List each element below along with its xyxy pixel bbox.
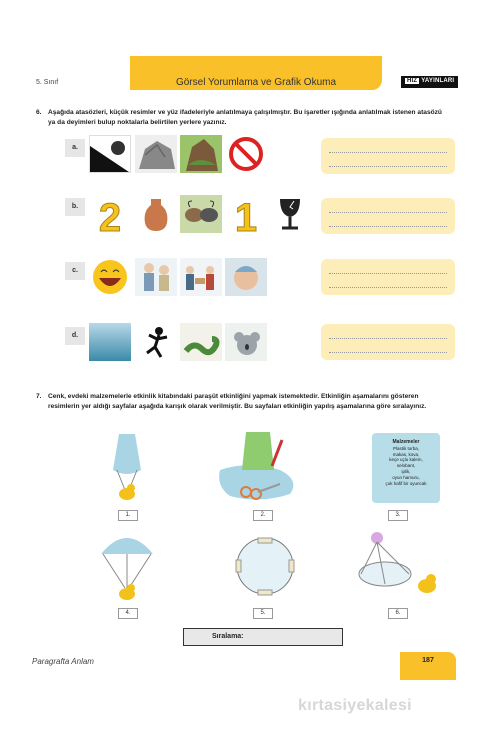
material-item: keçe uçlu kalem,: [389, 457, 423, 463]
step-5-number: 5.: [253, 608, 273, 619]
elderly-people-icon: [135, 258, 177, 296]
material-item: makas, kova,: [392, 451, 420, 457]
step-4-number: 4.: [118, 608, 138, 619]
step-5-image: [210, 528, 320, 606]
question-6-text: Aşağıda atasözleri, küçük resimler ve yüz ifadeleriyle anlatılmaya çalışılmıştır. Bu işaretler ışığında anlatılmak istenen atasözü ya da deyimleri bulup noktalarla belirtilen yerlere yazınız.: [48, 109, 442, 126]
materials-card: [372, 433, 440, 503]
page-title: Görsel Yorumlama ve Grafik Okuma: [130, 56, 382, 90]
snake-icon: [180, 323, 222, 361]
row-c-label: c.: [65, 262, 85, 280]
laughing-face-icon: [89, 258, 131, 296]
number-two-text: 2: [98, 196, 122, 233]
step-6-number: 6.: [388, 608, 408, 619]
watermark: kırtasiyekalesi: [298, 697, 412, 714]
answer-box-a[interactable]: [321, 138, 455, 174]
logo-hiz: HIZ: [407, 78, 418, 84]
question-7: [36, 392, 456, 411]
answer-box-b[interactable]: [321, 198, 455, 234]
people-meeting-icon: [180, 258, 222, 296]
ordering-answer-box[interactable]: [183, 628, 343, 646]
jug-icon: [135, 195, 177, 233]
goats-icon: [180, 195, 222, 233]
answer-box-d[interactable]: [321, 324, 455, 360]
grade-label: 5. Sınıf: [36, 79, 59, 86]
rocks-icon: [135, 135, 177, 173]
material-item: çok hafif bir oyuncak: [385, 480, 427, 486]
publisher-logo: [401, 76, 458, 88]
number-one-icon: [225, 195, 267, 233]
step-2-number: 2.: [253, 510, 273, 521]
question-6-number: 6.: [36, 109, 42, 116]
step-6-image: [345, 528, 455, 606]
row-d-label: d.: [65, 327, 85, 345]
question-7-number: 7.: [36, 393, 42, 400]
falling-man-icon: [135, 323, 177, 361]
row-a-label: a.: [65, 139, 85, 157]
question-6: [36, 108, 456, 127]
material-item: iplik,: [401, 468, 411, 474]
material-item: selobant,: [396, 463, 416, 469]
number-one-text: 1: [234, 196, 258, 233]
ordering-label: Sıralama:: [212, 633, 244, 640]
sea-icon: [89, 323, 131, 361]
rolling-stone-icon: [89, 135, 131, 173]
step-2-image: [210, 430, 320, 508]
step-4-image: [75, 528, 185, 606]
material-item: Plastik torba,: [392, 445, 419, 451]
mossy-rock-icon: [180, 135, 222, 173]
step-3-number: 3.: [388, 510, 408, 521]
prohibited-icon: [225, 135, 267, 173]
material-item: oyun hamuru,: [392, 474, 420, 480]
row-b-label: b.: [65, 198, 85, 216]
answer-box-c[interactable]: [321, 259, 455, 295]
number-two-icon: [89, 195, 131, 233]
fragile-glass-icon: [270, 195, 312, 233]
step-1-image: [75, 430, 185, 508]
koala-icon: [225, 323, 267, 361]
section-label: Paragrafta Anlam: [32, 657, 94, 666]
logo-text: YAYINLARI: [421, 78, 455, 84]
question-7-text: Cenk, evdeki malzemelerle etkinlik kitabındaki paraşüt etkinliğini yapmak istemektedir. Etkinliğin aşamalarını gösteren resimlerin yer aldığı sayfalar aşağıda karışık olarak verilmiştir. Bu sayfaları etkinliğin yapılış aşamalarına göre sıralayınız.: [48, 393, 427, 410]
step-1-number: 1.: [118, 510, 138, 521]
thinking-man-icon: [225, 258, 267, 296]
page-number: 187: [400, 652, 456, 680]
materials-title: Malzemeler: [392, 439, 420, 445]
